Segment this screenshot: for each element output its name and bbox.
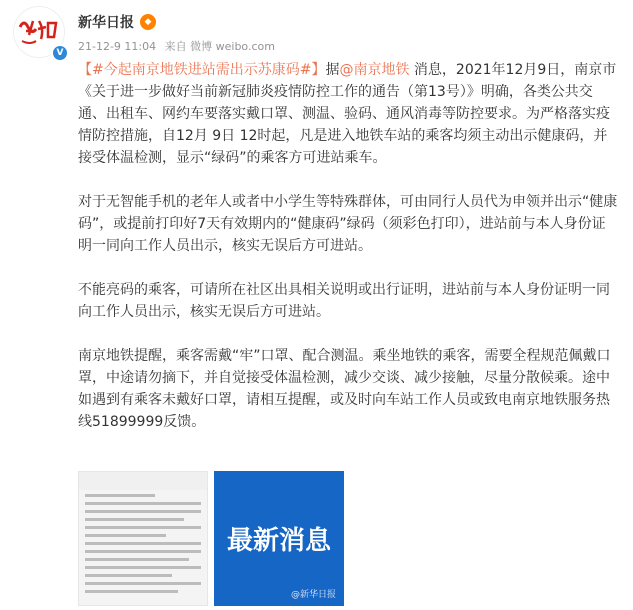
lead-text: 据 bbox=[325, 62, 340, 78]
author-block bbox=[78, 12, 156, 32]
post-images bbox=[78, 471, 348, 606]
post-meta bbox=[78, 38, 280, 54]
post-paragraph-4: 南京地铁提醒，乘客需戴“牢”口罩、配合测温。乘坐地铁的乘客，需要全程规范佩戴口罩，中途请勿摘下，并自觉接受体温检测，减少交谈、减少接触，尽量分散候乘。途中如遇到有乘客未戴好口罩，请相互提醒，或及时向车站工作人员或致电南京地铁服务热线51899999反馈。 bbox=[78, 348, 611, 430]
image-thumbnail-latest-news[interactable] bbox=[214, 471, 344, 606]
author-name[interactable]: 新华日报 bbox=[78, 15, 134, 31]
thumbnail-header-bar bbox=[79, 472, 207, 490]
post-paragraph-1 bbox=[78, 59, 618, 169]
post-paragraph-2: 对于无智能手机的老年人或者中小学生等特殊群体，可由同行人员代为申领并出示“健康码”，或提前打印好7天有效期内的“健康码”绿码（须彩色打印），进站前与本人身份证明一同向工作人员出示，核实无误后方可进站。 bbox=[78, 194, 618, 254]
post-content bbox=[78, 59, 618, 455]
latest-news-text: 最新消息 bbox=[226, 526, 331, 556]
image-thumbnail-screenshot[interactable] bbox=[78, 471, 208, 606]
topic-link[interactable]: 【#今起南京地铁进站需出示苏康码#】 bbox=[78, 62, 326, 78]
post-paragraph-3: 不能亮码的乘客，可请所在社区出具相关说明或出行证明，进站前与本人身份证明一同向工作人员出示，核实无误后方可进站。 bbox=[78, 282, 610, 320]
post-timestamp[interactable]: 21-12-9 11:04 bbox=[78, 40, 157, 53]
mention-link[interactable]: @南京地铁 bbox=[339, 62, 410, 78]
image-watermark: @新华日报 bbox=[290, 590, 336, 600]
thumbnail-text-lines bbox=[85, 494, 201, 598]
verified-v-icon: V bbox=[51, 44, 69, 62]
post-source: 来自 微博 weibo.com bbox=[164, 40, 275, 53]
weibo-member-icon[interactable]: ◆ bbox=[140, 14, 156, 30]
paragraph-1-body: 消息，2021年12月9日，南京市《关于进一步做好当前新冠肺炎疫情防控工作的通告（第13号）》明确，各类公共交通、出租车、网约车要落实戴口罩、测温、验码、通风消毒等防控要求。为严格落实疫情防控措施，自12月 9日 12时起，凡是进入地铁车站的乘客均须主动出示健康码，并接受体温检测，显示“绿码”的乘客方可进站乘车。 bbox=[78, 62, 617, 166]
